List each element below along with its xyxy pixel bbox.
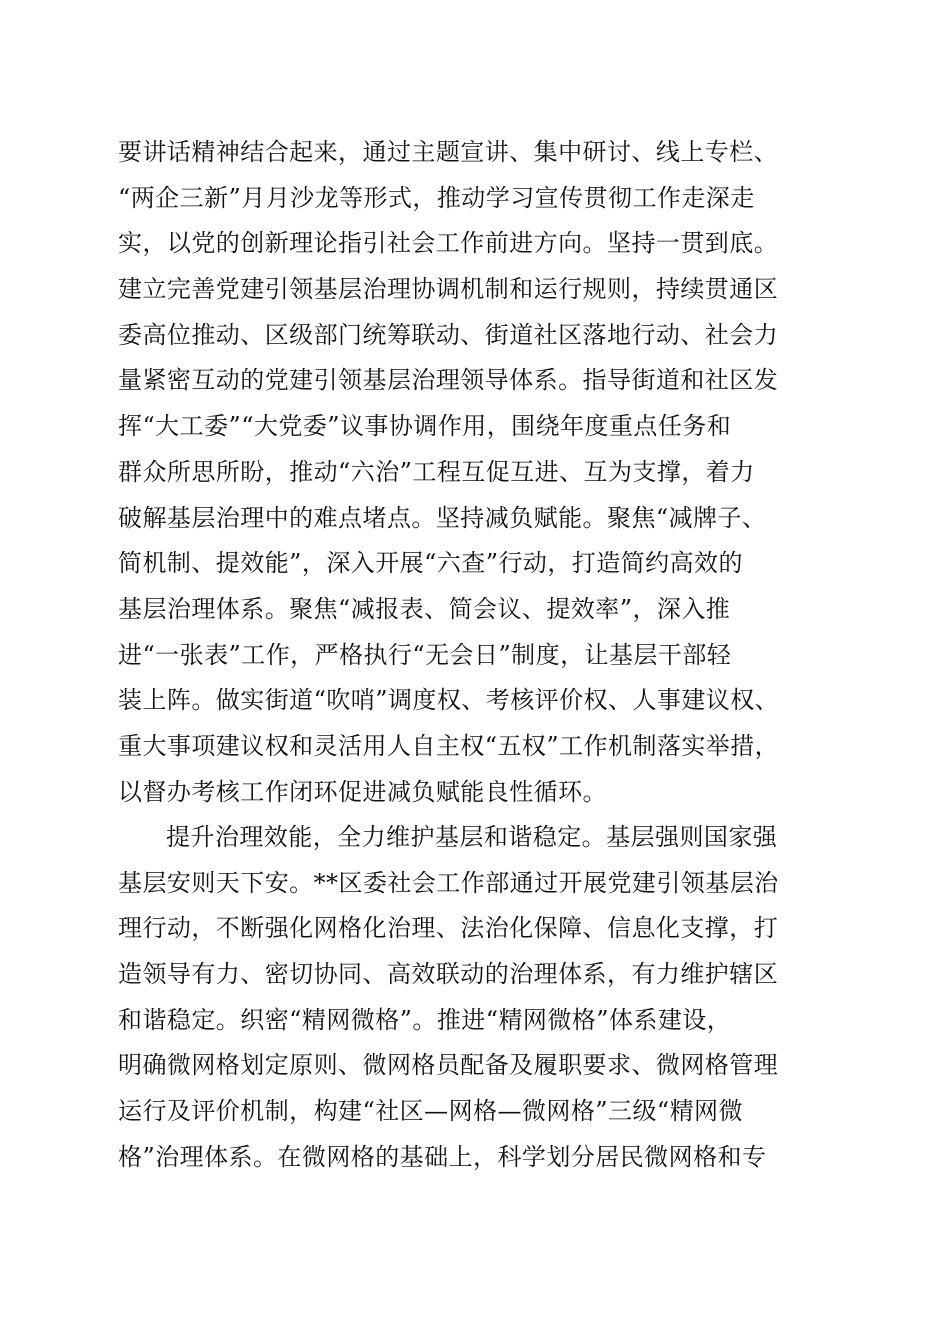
text-line: 运行及评价机制，构建“社区—网格—微网格”三级“精网微 (118, 1097, 743, 1126)
text-line: 挥“大工委”“大党委”议事协调作用，围绕年度重点任务和 (118, 412, 732, 441)
text-line: 基层治理体系。聚焦“减报表、简会议、提效率”，深入推 (118, 594, 731, 623)
text-line: 格”治理体系。在微网格的基础上，科学划分居民微网格和专 (118, 1142, 767, 1171)
text-line: 理行动，不断强化网格化治理、法治化保障、信息化支撑，打 (118, 914, 779, 943)
text-line: 以督办考核工作闭环促进减负赋能良性循环。 (118, 777, 607, 806)
text-line: 建立完善党建引领基层治理协调机制和运行规则，持续贯通区 (118, 275, 779, 304)
text-line: “两企三新”月月沙龙等形式，推动学习宣传贯彻工作走深走 (118, 183, 755, 212)
text-line: 群众所思所盼，推动“六治”工程互促互进、互为支撑，着力 (118, 457, 755, 486)
text-line: 实，以党的创新理论指引社会工作前进方向。坚持一贯到底。 (118, 229, 779, 258)
paragraph-1 (118, 130, 838, 815)
text-line: 造领导有力、密切协同、高效联动的治理体系，有力维护辖区 (118, 960, 779, 989)
text-line: 提升治理效能，全力维护基层和谐稳定。基层强则国家强 (166, 823, 778, 851)
paragraph-2 (118, 815, 838, 1181)
text-line: 基层安则天下安。**区委社会工作部通过开展党建引领基层治 (118, 868, 779, 897)
text-line: 量紧密互动的党建引领基层治理领导体系。指导街道和社区发 (118, 366, 779, 395)
text-line: 和谐稳定。织密“精网微格”。推进“精网微格”体系建设， (118, 1005, 732, 1034)
text-line: 装上阵。做实街道“吹哨”调度权、考核评价权、人事建议权、 (118, 686, 780, 715)
text-line: 简机制、提效能”，深入开展“六查”行动，打造简约高效的 (118, 549, 743, 578)
text-line: 破解基层治理中的难点堵点。坚持减负赋能。聚焦“减牌子、 (118, 503, 767, 532)
text-line: 要讲话精神结合起来，通过主题宣讲、集中研讨、线上专栏、 (118, 138, 779, 166)
text-line: 重大事项建议权和灵活用人自主权“五权”工作机制落实举措， (118, 731, 780, 760)
text-line: 明确微网格划定原则、微网格员配备及履职要求、微网格管理 (118, 1051, 779, 1080)
text-line: 进“一张表”工作，严格执行“无会日”制度，让基层干部轻 (118, 640, 732, 669)
text-line: 委高位推动、区级部门统筹联动、街道社区落地行动、社会力 (118, 320, 779, 349)
